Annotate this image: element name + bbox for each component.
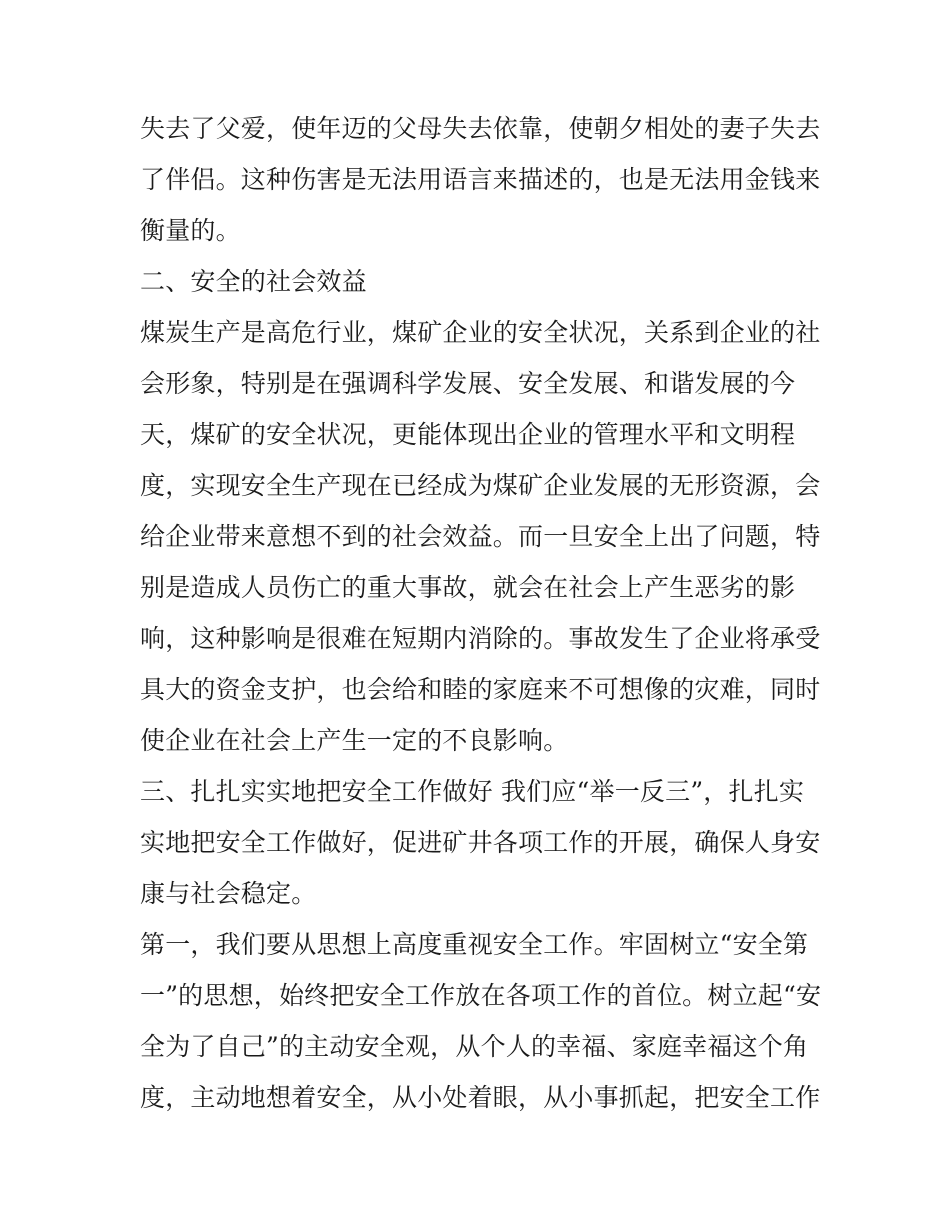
text-line: 煤炭生产是高危行业，煤矿企业的安全状况，关系到企业的社: [140, 318, 821, 347]
text-line: 康与社会稳定。: [140, 879, 317, 908]
text-line: 度，实现安全生产现在已经成为煤矿企业发展的无形资源，会: [140, 471, 821, 500]
text-line: 具大的资金支护，也会给和睦的家庭来不可想像的灾难，同时: [140, 675, 821, 704]
text-line: 别是造成人员伤亡的重大事故，就会在社会上产生恶劣的影: [140, 573, 796, 602]
text-line: 度，主动地想着安全，从小处着眼，从小事抓起，把安全工作: [140, 1083, 821, 1112]
text-line: 了伴侣。这种伤害是无法用语言来描述的，也是无法用金钱来: [140, 165, 821, 194]
text-line: 响，这种影响是很难在短期内消除的。事故发生了企业将承受: [140, 624, 821, 653]
text-line: 全为了自己”的主动安全观，从个人的幸福、家庭幸福这个角: [140, 1032, 809, 1061]
text-line: 失去了父爱，使年迈的父母失去依靠，使朝夕相处的妻子失去: [140, 114, 821, 143]
text-line: 实地把安全工作做好，促进矿井各项工作的开展，确保人身安: [140, 828, 821, 857]
text-line: 衡量的。: [140, 216, 241, 245]
text-line: 使企业在社会上产生一定的不良影响。: [140, 726, 569, 755]
text-line: 给企业带来意想不到的社会效益。而一旦安全上出了问题，特: [140, 522, 821, 551]
text-line: 一”的思想，始终把安全工作放在各项工作的首位。树立起“安: [140, 981, 822, 1010]
text-line: 会形象，特别是在强调科学发展、安全发展、和谐发展的今: [140, 369, 796, 398]
text-line: 天，煤矿的安全状况，更能体现出企业的管理水平和文明程: [140, 420, 796, 449]
text-line: 第一，我们要从思想上高度重视安全工作。牢固树立“安全第: [140, 930, 809, 959]
section-heading: 二、安全的社会效益: [140, 267, 367, 296]
section-heading: 三、扎扎实实地把安全工作做好 我们应“举一反三”，扎扎实: [140, 777, 805, 806]
